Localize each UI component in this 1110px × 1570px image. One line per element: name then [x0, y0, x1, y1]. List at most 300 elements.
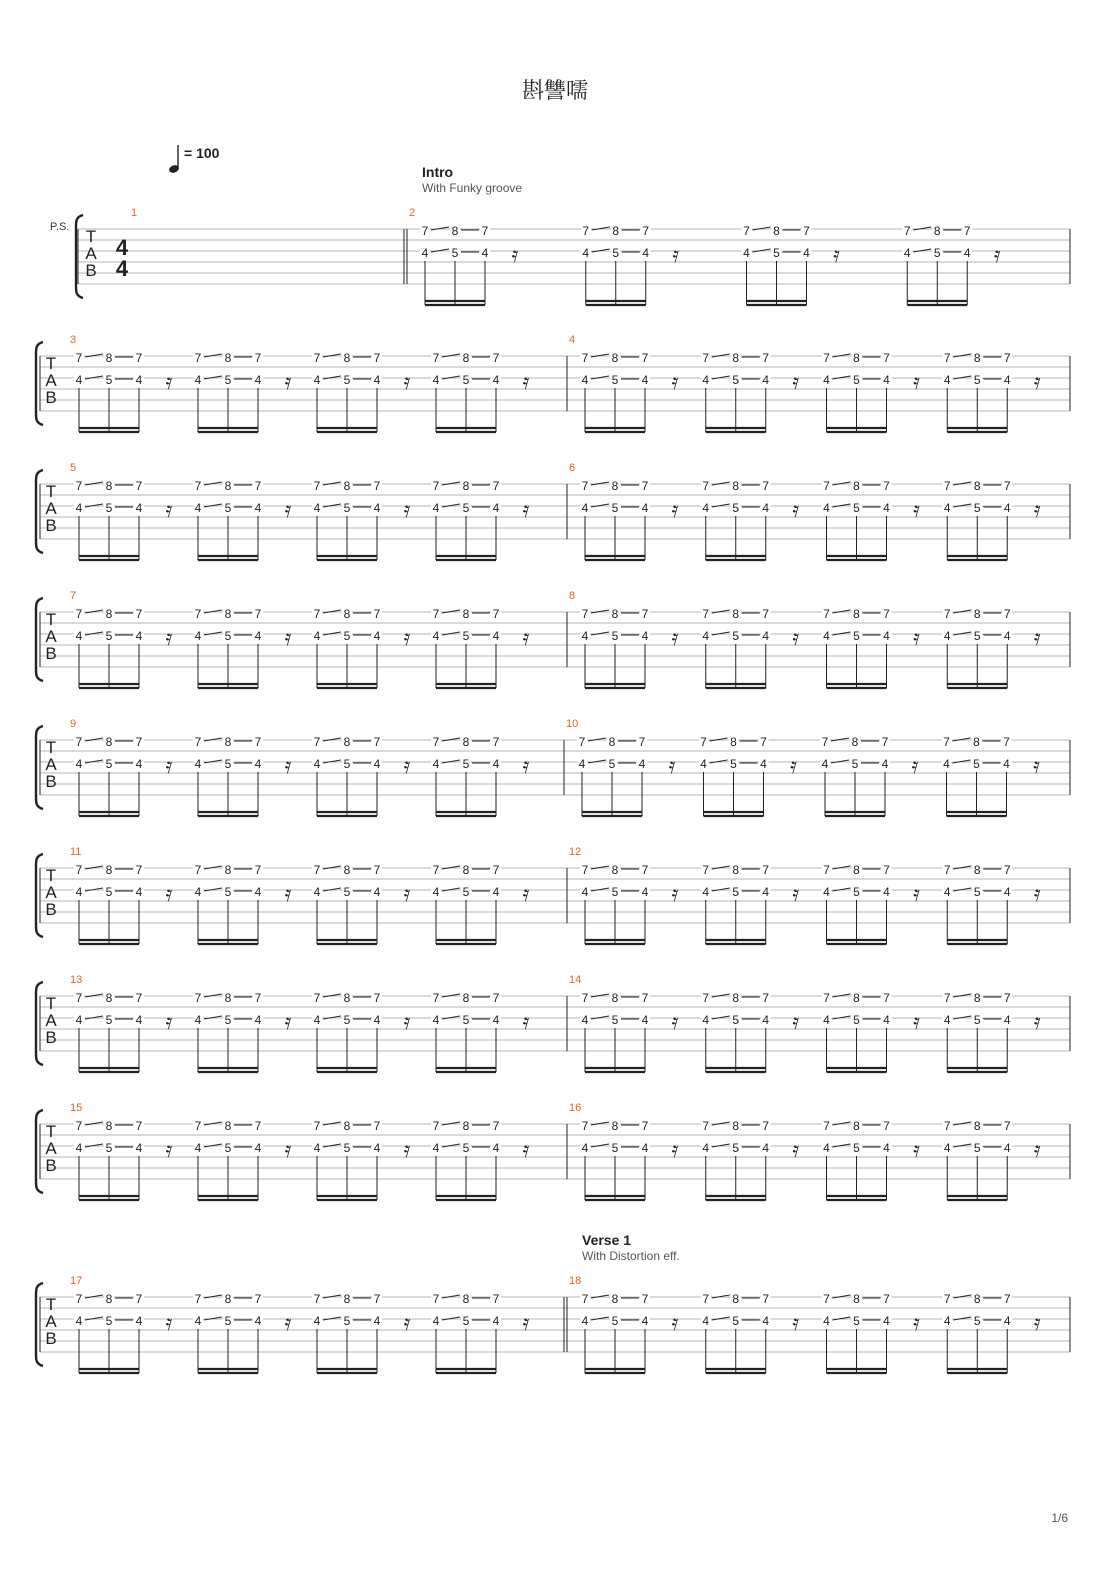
fret-number: 7 — [135, 735, 143, 749]
fret-number: 8 — [224, 1119, 232, 1133]
fret-number: 4 — [373, 757, 381, 771]
measure-number: 3 — [70, 334, 77, 346]
fret-number: 8 — [224, 607, 232, 621]
fret-number: 7 — [432, 351, 440, 365]
fret-number: 7 — [762, 351, 770, 365]
fret-number: 7 — [135, 351, 143, 365]
beat — [942, 1292, 1041, 1373]
fret-number: 8 — [462, 607, 470, 621]
fret-number: 7 — [254, 479, 262, 493]
fret-number: 8 — [611, 351, 619, 365]
fret-number: 7 — [1003, 991, 1011, 1005]
fret-number: 5 — [973, 1141, 981, 1155]
fret-number: 8 — [105, 351, 113, 365]
fret-number: 5 — [224, 1314, 232, 1328]
staff-system — [36, 462, 1070, 560]
beat — [580, 479, 679, 560]
fret-number: 4 — [254, 885, 262, 899]
fret-number: 5 — [933, 246, 941, 260]
sixteenth-rest: 𝄿 — [165, 753, 173, 778]
fret-number: 4 — [75, 1141, 83, 1155]
sixteenth-rest: 𝄿 — [403, 625, 411, 650]
fret-number: 5 — [462, 1013, 470, 1027]
fret-number: 8 — [343, 1119, 351, 1133]
fret-number: 4 — [254, 1314, 262, 1328]
fret-number: 7 — [313, 479, 321, 493]
fret-number: 4 — [762, 629, 770, 643]
fret-number: 7 — [481, 224, 489, 238]
fret-number: 5 — [853, 885, 860, 899]
beat — [74, 991, 173, 1072]
sixteenth-rest: 𝄿 — [403, 497, 411, 522]
fret-number: 5 — [224, 1013, 232, 1027]
fret-number: 4 — [823, 373, 830, 387]
beat — [312, 351, 411, 432]
beat — [942, 863, 1041, 944]
fret-number: 8 — [732, 607, 740, 621]
sixteenth-rest: 𝄿 — [522, 1137, 530, 1162]
fret-number: 7 — [943, 735, 950, 749]
fret-number: 5 — [105, 629, 113, 643]
measure-number: 16 — [569, 1102, 582, 1114]
staff-system — [36, 846, 1070, 944]
beat — [581, 224, 680, 305]
fret-number: 7 — [762, 863, 770, 877]
fret-number: 7 — [581, 351, 589, 365]
fret-number: 7 — [883, 991, 890, 1005]
beat — [822, 607, 921, 688]
fret-number: 8 — [224, 863, 232, 877]
fret-number: 7 — [194, 991, 202, 1005]
fret-number: 8 — [105, 479, 113, 493]
sixteenth-rest: 𝄿 — [522, 753, 530, 778]
fret-number: 5 — [611, 629, 619, 643]
fret-number: 7 — [421, 224, 429, 238]
beat — [74, 1292, 173, 1373]
fret-number: 7 — [943, 1292, 951, 1306]
fret-number: 4 — [641, 1013, 649, 1027]
fret-number: 4 — [821, 757, 829, 771]
fret-number: 4 — [75, 1013, 83, 1027]
fret-number: 4 — [823, 1141, 830, 1155]
fret-number: 8 — [973, 479, 981, 493]
fret-number: 7 — [194, 607, 202, 621]
fret-number: 5 — [343, 885, 351, 899]
fret-number: 5 — [611, 885, 619, 899]
tab-clef-letter: B — [85, 261, 97, 280]
fret-number: 7 — [881, 735, 889, 749]
beat — [193, 863, 292, 944]
fret-number: 5 — [451, 246, 459, 260]
beat — [822, 863, 921, 944]
fret-number: 7 — [883, 863, 890, 877]
fret-number: 8 — [853, 479, 860, 493]
beat — [942, 1119, 1041, 1200]
section-name: Intro — [422, 164, 454, 180]
fret-number: 4 — [943, 885, 951, 899]
fret-number: 7 — [492, 863, 500, 877]
fret-number: 7 — [254, 351, 262, 365]
fret-number: 5 — [853, 629, 860, 643]
measure-number: 18 — [569, 1275, 582, 1287]
fret-number: 4 — [641, 629, 649, 643]
fret-number: 7 — [1003, 607, 1011, 621]
fret-number: 4 — [943, 1314, 951, 1328]
fret-number: 8 — [451, 224, 459, 238]
tab-clef-letter: B — [45, 516, 57, 535]
fret-number: 5 — [973, 1013, 981, 1027]
fret-number: 5 — [611, 501, 619, 515]
beat — [822, 991, 921, 1072]
fret-number: 7 — [823, 1292, 830, 1306]
sixteenth-rest: 𝄿 — [1033, 497, 1041, 522]
fret-number: 5 — [462, 885, 470, 899]
fret-number: 7 — [641, 351, 649, 365]
sixteenth-rest: 𝄿 — [833, 242, 840, 267]
fret-number: 4 — [743, 246, 750, 260]
fret-number: 8 — [732, 479, 740, 493]
fret-number: 4 — [823, 501, 830, 515]
fret-number: 7 — [194, 479, 202, 493]
beat — [820, 735, 919, 816]
fret-number: 4 — [313, 629, 321, 643]
fret-number: 7 — [75, 735, 83, 749]
tab-clef-letter: T — [45, 354, 57, 373]
fret-number: 8 — [973, 1292, 981, 1306]
fret-number: 8 — [611, 991, 619, 1005]
fret-number: 5 — [973, 501, 981, 515]
sixteenth-rest: 𝄿 — [403, 753, 411, 778]
fret-number: 4 — [963, 246, 971, 260]
fret-number: 7 — [903, 224, 911, 238]
beat — [822, 479, 921, 560]
fret-number: 4 — [1003, 1314, 1011, 1328]
fret-number: 4 — [432, 1013, 440, 1027]
fret-number: 7 — [641, 991, 649, 1005]
beat — [74, 1119, 173, 1200]
beat — [580, 991, 679, 1072]
staff-system — [36, 334, 1070, 432]
sixteenth-rest: 𝄿 — [913, 1310, 920, 1335]
beat — [431, 1292, 530, 1373]
sixteenth-rest: 𝄿 — [403, 881, 411, 906]
sixteenth-rest: 𝄿 — [522, 497, 530, 522]
fret-number: 7 — [254, 735, 262, 749]
fret-number: 4 — [194, 373, 202, 387]
sixteenth-rest: 𝄿 — [671, 369, 679, 394]
beat — [701, 607, 800, 688]
fret-number: 4 — [481, 246, 489, 260]
fret-number: 7 — [762, 479, 770, 493]
tab-clef-letter: T — [85, 227, 97, 246]
fret-number: 7 — [135, 607, 143, 621]
fret-number: 8 — [851, 735, 859, 749]
system-bracket — [76, 215, 83, 298]
fret-number: 7 — [641, 863, 649, 877]
fret-number: 7 — [492, 735, 500, 749]
sixteenth-rest: 𝄿 — [284, 753, 292, 778]
fret-number: 4 — [641, 1141, 649, 1155]
fret-number: 7 — [883, 1292, 890, 1306]
sixteenth-rest: 𝄿 — [284, 881, 292, 906]
fret-number: 5 — [612, 246, 620, 260]
sixteenth-rest: 𝄿 — [1033, 1137, 1041, 1162]
fret-number: 7 — [702, 1292, 710, 1306]
fret-number: 7 — [1003, 1119, 1011, 1133]
fret-number: 4 — [700, 757, 707, 771]
sixteenth-rest: 𝄿 — [522, 881, 530, 906]
tab-clef-letter: T — [45, 610, 57, 629]
tab-clef-letter: A — [45, 627, 57, 646]
fret-number: 7 — [194, 1119, 202, 1133]
fret-number: 7 — [254, 1292, 262, 1306]
fret-number: 7 — [75, 1292, 83, 1306]
fret-number: 4 — [823, 629, 830, 643]
fret-number: 7 — [432, 1292, 440, 1306]
sixteenth-rest: 𝄿 — [403, 1310, 411, 1335]
fret-number: 8 — [343, 863, 351, 877]
fret-number: 7 — [432, 607, 440, 621]
fret-number: 4 — [943, 501, 951, 515]
fret-number: 7 — [963, 224, 971, 238]
fret-number: 8 — [732, 991, 740, 1005]
fret-number: 7 — [194, 1292, 202, 1306]
beat — [580, 607, 679, 688]
beat — [822, 1292, 921, 1373]
fret-number: 7 — [762, 607, 770, 621]
fret-number: 8 — [973, 607, 981, 621]
fret-number: 4 — [641, 1314, 649, 1328]
fret-number: 4 — [432, 501, 440, 515]
fret-number: 7 — [1003, 1292, 1011, 1306]
tab-clef-letter: B — [45, 1028, 57, 1047]
fret-number: 8 — [611, 607, 619, 621]
fret-number: 8 — [773, 224, 780, 238]
fret-number: 7 — [194, 351, 202, 365]
fret-number: 7 — [943, 1119, 951, 1133]
fret-number: 4 — [373, 885, 381, 899]
fret-number: 7 — [254, 991, 262, 1005]
fret-number: 7 — [762, 1119, 770, 1133]
beat — [193, 1119, 292, 1200]
fret-number: 7 — [75, 351, 83, 365]
fret-number: 4 — [194, 1141, 202, 1155]
fret-number: 7 — [373, 863, 381, 877]
fret-number: 4 — [135, 1013, 143, 1027]
sixteenth-rest: 𝄿 — [792, 497, 800, 522]
fret-number: 5 — [224, 629, 232, 643]
fret-number: 4 — [194, 629, 202, 643]
fret-number: 7 — [1003, 735, 1010, 749]
measure-number: 15 — [70, 1102, 83, 1114]
fret-number: 4 — [581, 885, 589, 899]
fret-number: 4 — [702, 1013, 710, 1027]
fret-number: 5 — [105, 885, 113, 899]
fret-number: 4 — [578, 757, 586, 771]
beat — [822, 351, 921, 432]
sixteenth-rest: 𝄿 — [165, 1310, 173, 1335]
beat — [74, 607, 173, 688]
fret-number: 5 — [853, 1314, 860, 1328]
fret-number: 4 — [254, 501, 262, 515]
beat — [431, 479, 530, 560]
beat — [420, 224, 519, 305]
fret-number: 8 — [224, 991, 232, 1005]
fret-number: 5 — [732, 501, 740, 515]
fret-number: 7 — [943, 607, 951, 621]
fret-number: 4 — [760, 757, 767, 771]
fret-number: 5 — [343, 1314, 351, 1328]
measure-number: 12 — [569, 846, 582, 858]
page-title: 斟讐嚅 — [521, 78, 588, 103]
fret-number: 7 — [943, 479, 951, 493]
fret-number: 5 — [853, 373, 860, 387]
fret-number: 7 — [373, 351, 381, 365]
sixteenth-rest: 𝄿 — [1033, 625, 1041, 650]
fret-number: 4 — [702, 373, 710, 387]
fret-number: 4 — [373, 501, 381, 515]
beat — [312, 863, 411, 944]
beat — [431, 607, 530, 688]
fret-number: 4 — [823, 1013, 830, 1027]
fret-number: 4 — [432, 629, 440, 643]
fret-number: 7 — [943, 863, 951, 877]
fret-number: 5 — [608, 757, 616, 771]
beat — [431, 1119, 530, 1200]
fret-number: 7 — [581, 607, 589, 621]
sixteenth-rest: 𝄿 — [1033, 753, 1040, 778]
fret-number: 5 — [732, 1013, 740, 1027]
fret-number: 8 — [611, 479, 619, 493]
fret-number: 7 — [254, 863, 262, 877]
fret-number: 7 — [75, 1119, 83, 1133]
sixteenth-rest: 𝄿 — [671, 1310, 679, 1335]
fret-number: 7 — [823, 351, 830, 365]
fret-number: 4 — [75, 373, 83, 387]
fret-number: 4 — [943, 757, 950, 771]
fret-number: 8 — [462, 735, 470, 749]
sixteenth-rest: 𝄿 — [792, 625, 800, 650]
tab-clef-letter: B — [45, 900, 57, 919]
tab-clef-letter: A — [45, 755, 57, 774]
fret-number: 7 — [1003, 863, 1011, 877]
measure-number: 7 — [70, 590, 77, 602]
sixteenth-rest: 𝄿 — [522, 1310, 530, 1335]
beat — [942, 735, 1041, 816]
fret-number: 8 — [105, 1292, 113, 1306]
tab-clef-letter: T — [45, 1122, 57, 1141]
fret-number: 8 — [973, 1119, 981, 1133]
beat — [312, 735, 411, 816]
beat — [193, 991, 292, 1072]
fret-number: 5 — [611, 373, 619, 387]
fret-number: 4 — [1003, 1013, 1011, 1027]
fret-number: 4 — [581, 1314, 589, 1328]
measure-number: 6 — [569, 462, 576, 474]
fret-number: 7 — [641, 1119, 649, 1133]
beat — [193, 735, 292, 816]
fret-number: 4 — [702, 629, 710, 643]
sixteenth-rest: 𝄿 — [403, 1137, 411, 1162]
fret-number: 8 — [462, 479, 470, 493]
fret-number: 4 — [883, 1141, 890, 1155]
sixteenth-rest: 𝄿 — [1033, 1009, 1041, 1034]
fret-number: 8 — [105, 1119, 113, 1133]
sixteenth-rest: 𝄿 — [511, 242, 519, 267]
fret-number: 5 — [973, 1314, 981, 1328]
fret-number: 7 — [492, 1119, 500, 1133]
fret-number: 7 — [373, 607, 381, 621]
fret-number: 4 — [762, 373, 770, 387]
sixteenth-rest: 𝄿 — [284, 1137, 292, 1162]
fret-number: 8 — [732, 863, 740, 877]
fret-number: 5 — [105, 373, 113, 387]
fret-number: 4 — [421, 246, 429, 260]
fret-number: 7 — [373, 735, 381, 749]
fret-number: 4 — [762, 1314, 770, 1328]
fret-number: 7 — [760, 735, 767, 749]
fret-number: 7 — [313, 1292, 321, 1306]
fret-number: 5 — [105, 1141, 113, 1155]
fret-number: 7 — [702, 863, 710, 877]
fret-number: 7 — [254, 1119, 262, 1133]
fret-number: 4 — [432, 373, 440, 387]
tempo-value: = 100 — [184, 145, 220, 161]
fret-number: 7 — [823, 991, 830, 1005]
fret-number: 8 — [853, 1292, 860, 1306]
fret-number: 5 — [973, 629, 981, 643]
fret-number: 8 — [343, 479, 351, 493]
sixteenth-rest: 𝄿 — [792, 369, 800, 394]
fret-number: 4 — [581, 373, 589, 387]
fret-number: 7 — [373, 1292, 381, 1306]
fret-number: 8 — [105, 863, 113, 877]
fret-number: 7 — [492, 991, 500, 1005]
fret-number: 4 — [194, 1013, 202, 1027]
sixteenth-rest: 𝄿 — [284, 625, 292, 650]
fret-number: 7 — [432, 735, 440, 749]
measure-number: 5 — [70, 462, 77, 474]
fret-number: 4 — [581, 501, 589, 515]
tab-clef-letter: A — [45, 1139, 57, 1158]
fret-number: 5 — [224, 501, 232, 515]
staff-system — [36, 1275, 1070, 1373]
sixteenth-rest: 𝄿 — [913, 497, 920, 522]
fret-number: 4 — [194, 757, 202, 771]
fret-number: 7 — [373, 991, 381, 1005]
fret-number: 7 — [194, 863, 202, 877]
beat — [431, 735, 530, 816]
fret-number: 4 — [492, 501, 500, 515]
fret-number: 7 — [313, 735, 321, 749]
fret-number: 7 — [75, 607, 83, 621]
fret-number: 7 — [135, 1292, 143, 1306]
fret-number: 4 — [135, 629, 143, 643]
fret-number: 4 — [762, 1141, 770, 1155]
fret-number: 4 — [313, 757, 321, 771]
fret-number: 4 — [883, 885, 890, 899]
fret-number: 4 — [492, 885, 500, 899]
fret-number: 7 — [432, 479, 440, 493]
sixteenth-rest: 𝄿 — [522, 625, 530, 650]
fret-number: 4 — [373, 1141, 381, 1155]
fret-number: 4 — [135, 501, 143, 515]
fret-number: 5 — [343, 1141, 351, 1155]
fret-number: 5 — [105, 757, 113, 771]
fret-number: 4 — [135, 1141, 143, 1155]
fret-number: 8 — [732, 351, 740, 365]
fret-number: 7 — [313, 863, 321, 877]
